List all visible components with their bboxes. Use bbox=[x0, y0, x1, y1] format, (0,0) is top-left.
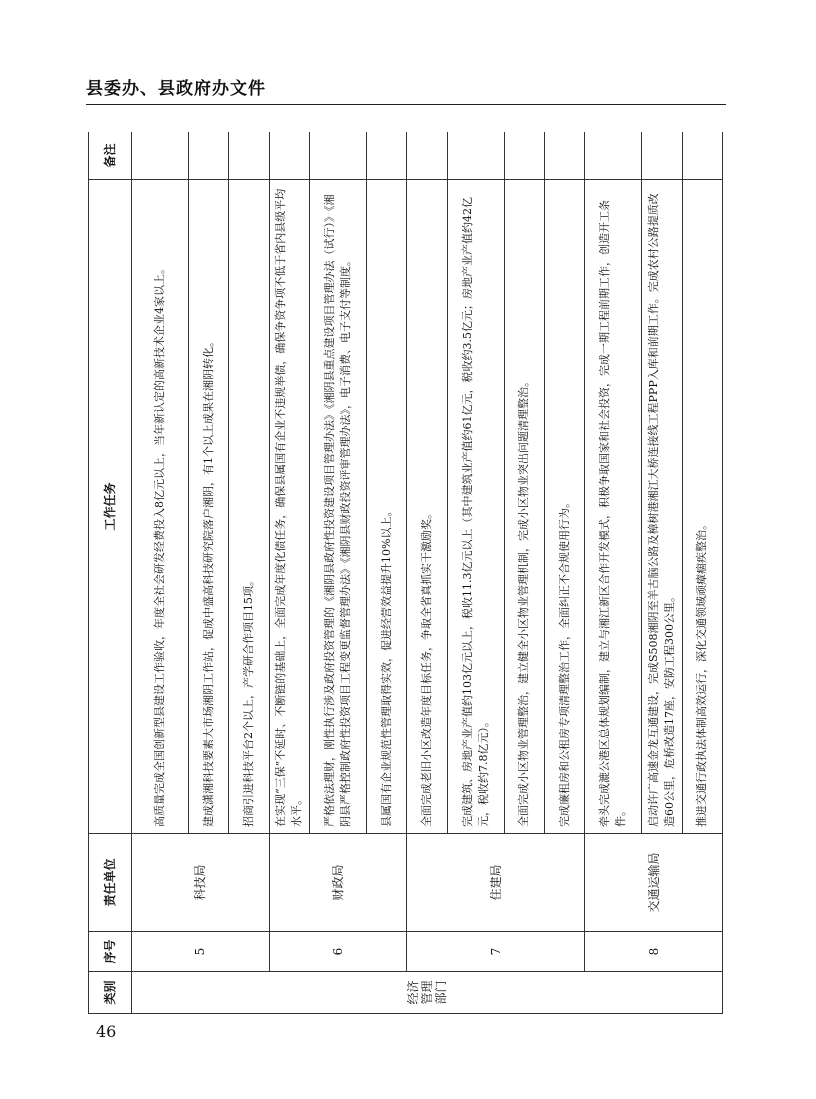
task-cell: 在实现“三保”不延时、不断链的基础上，全面完成年度化债任务，确保县属国有企业不违规举债，确保争资争项不低于省内县级平均水平。 bbox=[269, 180, 309, 834]
task-cell: 完成廉租房和公租房专项清理整治工作，全面纠正不合规使用行为。 bbox=[544, 180, 584, 834]
header-divider bbox=[86, 104, 726, 105]
note-cell bbox=[189, 132, 229, 180]
note-cell bbox=[504, 132, 544, 180]
note-cell bbox=[544, 132, 584, 180]
table-row bbox=[407, 132, 447, 1014]
unit-cell: 财政局 bbox=[269, 834, 407, 932]
note-cell bbox=[229, 132, 269, 180]
table-header-row bbox=[89, 132, 132, 1014]
task-cell: 启动许广高速金龙互通建设，完成S508湘阴至羊古脑公路及樟树港湘江大桥连接线工程PPP入库和前期工作。完成农村公路提质改造60公里，危桥改造17座，安防工程300公里。 bbox=[642, 180, 682, 834]
task-cell: 完成建筑、房地产业产值约103亿元以上，税收11.3亿元以上（其中建筑业产值约61亿元，税收约3.5亿元；房地产业产值约42亿元，税收约7.8亿元）。 bbox=[447, 180, 504, 834]
task-cell: 牵头完成漉公港区总体规划编制，建立与湘江新区合作开发模式，积极争取国家和社会投资，完成一期工程前期工作，创造开工条件。 bbox=[585, 180, 642, 834]
note-cell bbox=[642, 132, 682, 180]
task-cell: 县属国有企业规范性管理取得实效，促进经营效益提升10%以上。 bbox=[367, 180, 407, 834]
rotated-table-container bbox=[88, 132, 723, 1014]
task-cell: 招商引进科技平台2个以上，产学研合作项目15项。 bbox=[229, 180, 269, 834]
column-header-note: 备注 bbox=[89, 132, 132, 180]
column-header-category: 类别 bbox=[89, 972, 132, 1014]
column-header-task: 工作任务 bbox=[89, 180, 132, 834]
note-cell bbox=[585, 132, 642, 180]
table-row bbox=[585, 132, 642, 1014]
page-number: 46 bbox=[96, 1022, 117, 1041]
number-cell: 6 bbox=[269, 932, 407, 972]
number-cell: 5 bbox=[132, 932, 270, 972]
table-row bbox=[132, 132, 189, 1014]
document-header-title: 县委办、县政府办文件 bbox=[86, 79, 266, 99]
note-cell bbox=[447, 132, 504, 180]
note-cell bbox=[309, 132, 366, 180]
number-cell: 8 bbox=[585, 932, 723, 972]
note-cell bbox=[269, 132, 309, 180]
task-cell: 推进交通行政执法体制高效运行，深化交通领域顽瘴痼疾整治。 bbox=[682, 180, 722, 834]
category-cell: 经济管理部门 bbox=[132, 972, 723, 1014]
column-header-unit: 责任单位 bbox=[89, 834, 132, 932]
unit-cell: 住建局 bbox=[407, 834, 585, 932]
note-cell bbox=[407, 132, 447, 180]
task-cell: 全面完成小区物业管理整治，建立健全小区物业管理机制，完成小区物业突出问题清理整治。 bbox=[504, 180, 544, 834]
note-cell bbox=[132, 132, 189, 180]
rotated-table-frame bbox=[88, 132, 723, 1014]
unit-cell: 交通运输局 bbox=[585, 834, 723, 932]
task-cell: 高质量完成全国创新型县建设工作验收，年度全社会研发经费投入8亿元以上，当年新认定的高新技术企业4家以上。 bbox=[132, 180, 189, 834]
work-task-table bbox=[88, 132, 723, 1014]
task-cell: 建成潇湘科技要素大市场湘阴工作站，促成中盛高科技研究院落户湘阴，有1个以上成果在湘阴转化。 bbox=[189, 180, 229, 834]
number-cell: 7 bbox=[407, 932, 585, 972]
task-cell: 严格依法理财，刚性执行涉及政府投资管理的《湘阴县政府性投资建设项目管理办法》《湘阴县重点建设项目管理办法（试行）》《湘阴县严格控制政府性投资项目工程变更监督管理办法》《湘阴县财政投资评审管理办法》，电子消费、电子支付等制度。 bbox=[309, 180, 366, 834]
column-header-number: 序号 bbox=[89, 932, 132, 972]
note-cell bbox=[682, 132, 722, 180]
unit-cell: 科技局 bbox=[132, 834, 270, 932]
task-cell: 全面完成老旧小区改造年度目标任务，争取全省真抓实干激励奖。 bbox=[407, 180, 447, 834]
note-cell bbox=[367, 132, 407, 180]
table-row bbox=[269, 132, 309, 1014]
